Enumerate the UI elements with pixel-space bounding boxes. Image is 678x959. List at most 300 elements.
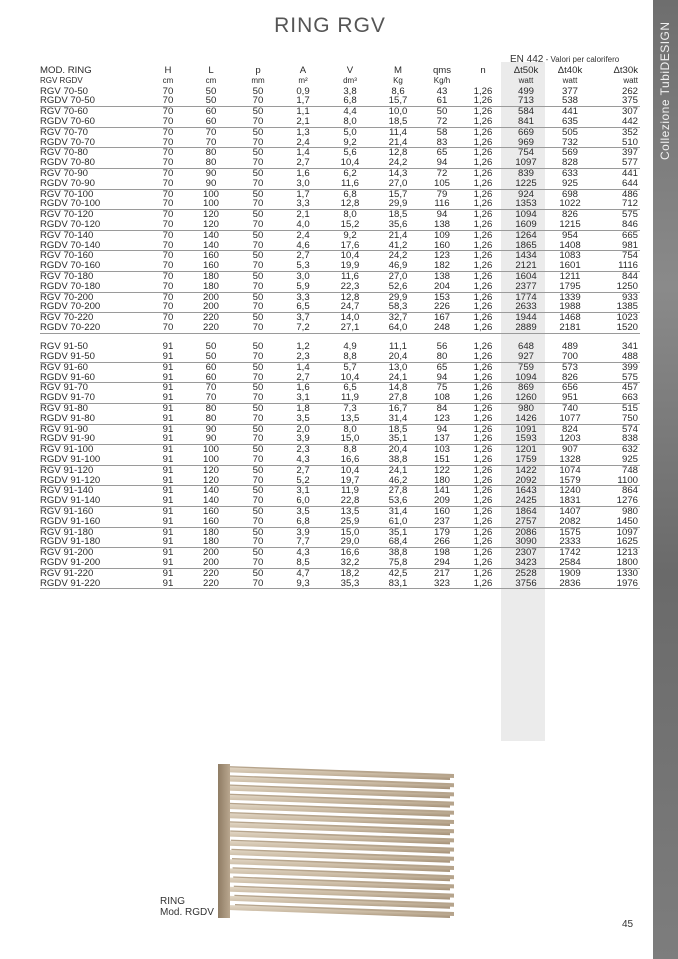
table-cell: 70 xyxy=(186,393,236,403)
table-cell: 70 xyxy=(150,117,186,127)
table-cell: 70 xyxy=(150,158,186,168)
table-cell: 70 xyxy=(150,241,186,251)
table-row xyxy=(40,352,640,362)
table-cell: 933 xyxy=(621,291,638,303)
table-cell: 6,5 xyxy=(343,382,357,394)
table-cell: 60 xyxy=(205,106,217,118)
column-header: watt xyxy=(623,75,638,85)
table-cell: 1240 xyxy=(559,485,581,497)
table-cell: 1225 xyxy=(504,179,548,189)
table-cell: 18,2 xyxy=(340,567,360,579)
table-cell: 515 xyxy=(621,403,638,414)
table-cell: 90 xyxy=(186,179,236,189)
table-cell: 925 xyxy=(592,455,640,465)
en442-note xyxy=(510,54,619,65)
model-cell: RGV 70-80 xyxy=(40,147,88,159)
table-cell: 100 xyxy=(202,188,219,200)
table-cell: 91 xyxy=(162,423,174,435)
table-cell: 35,3 xyxy=(326,579,374,589)
column-header: watt xyxy=(562,75,578,85)
table-cell: 70 xyxy=(236,302,280,312)
table-cell: 50 xyxy=(252,382,264,394)
table-cell: 91 xyxy=(150,414,186,424)
table-cell: 22,8 xyxy=(326,496,374,506)
column-header: L xyxy=(208,65,214,76)
table-cell: 105 xyxy=(422,179,462,189)
table-cell: 70 xyxy=(150,323,186,333)
table-cell: 1385 xyxy=(592,302,640,312)
table-cell: 1,26 xyxy=(473,250,493,262)
table-cell: 14,3 xyxy=(388,167,408,179)
table-row xyxy=(40,87,640,97)
table-cell: 50 xyxy=(252,547,264,559)
model-cell: RGDV 70-180 xyxy=(40,282,150,292)
table-cell: 70 xyxy=(162,250,174,262)
table-cell: 91 xyxy=(162,464,174,476)
table-cell: 65 xyxy=(436,147,448,159)
table-cell: 1213 xyxy=(616,547,638,559)
table-cell: 50 xyxy=(252,167,264,179)
table-cell: 981 xyxy=(592,241,640,251)
table-cell: 15,0 xyxy=(326,434,374,444)
table-cell: 839 xyxy=(517,167,534,179)
table-cell: 91 xyxy=(162,361,174,373)
model-cell: RGV 70-100 xyxy=(40,188,94,200)
model-cell: RGV 91-80 xyxy=(40,403,88,414)
table-cell: 24,2 xyxy=(388,250,408,262)
table-cell: 2757 xyxy=(504,517,548,527)
table-cell: 1074 xyxy=(559,464,581,476)
table-cell: 748 xyxy=(621,464,638,476)
column-header: dm³ xyxy=(343,75,357,85)
table-cell: 5,9 xyxy=(280,282,326,292)
table-cell: 8,0 xyxy=(343,423,357,435)
table-row xyxy=(40,261,640,271)
table-cell: 1353 xyxy=(504,199,548,209)
table-cell: 35,1 xyxy=(388,526,408,538)
table-cell: 2,7 xyxy=(280,373,326,383)
model-cell: RGDV 70-160 xyxy=(40,261,150,271)
table-cell: 46,9 xyxy=(374,261,422,271)
table-cell: 3,1 xyxy=(296,485,310,497)
table-cell: 50 xyxy=(252,312,264,324)
table-row xyxy=(40,342,640,352)
table-cell: 70 xyxy=(162,209,174,221)
table-cell: 123 xyxy=(433,250,450,262)
table-cell: 70 xyxy=(236,496,280,506)
table-cell: 4,6 xyxy=(280,241,326,251)
table-cell: 75,8 xyxy=(374,558,422,568)
table-row xyxy=(40,127,640,137)
table-cell: 1604 xyxy=(515,270,537,282)
table-cell: 2082 xyxy=(548,517,592,527)
table-cell: 200 xyxy=(202,291,219,303)
model-cell: RGV 91-220 xyxy=(40,567,94,579)
table-cell: 15,0 xyxy=(340,526,360,538)
column-header: m² xyxy=(298,75,308,85)
table-cell: 924 xyxy=(517,188,534,200)
table-cell: 1250 xyxy=(592,282,640,292)
table-cell: 656 xyxy=(561,382,578,394)
table-cell: 538 xyxy=(548,96,592,106)
table-row xyxy=(40,323,640,333)
table-cell: 70 xyxy=(205,382,217,394)
table-cell: 441 xyxy=(561,106,578,118)
table-cell: 574 xyxy=(621,423,638,435)
table-cell: 341 xyxy=(621,341,638,353)
table-cell: 635 xyxy=(548,117,592,127)
table-cell: 70 xyxy=(150,179,186,189)
model-cell: RGV 91-100 xyxy=(40,444,94,456)
table-cell: 153 xyxy=(433,291,450,303)
table-row xyxy=(40,393,640,403)
table-cell: 24,7 xyxy=(326,302,374,312)
table-cell: 1,3 xyxy=(296,126,310,138)
table-cell: 633 xyxy=(561,167,578,179)
table-cell: 32,7 xyxy=(388,312,408,324)
table-cell: 10,4 xyxy=(340,464,360,476)
table-cell: 1276 xyxy=(592,496,640,506)
table-row xyxy=(40,168,640,178)
model-cell: RGDV 70-100 xyxy=(40,199,150,209)
table-cell: 700 xyxy=(548,352,592,362)
table-row xyxy=(40,199,640,209)
table-cell: 70 xyxy=(162,291,174,303)
table-cell: 18,5 xyxy=(374,117,422,127)
table-cell: 70 xyxy=(236,579,280,589)
table-cell: 1094 xyxy=(504,373,548,383)
table-cell: 869 xyxy=(517,382,534,394)
table-cell: 70 xyxy=(236,96,280,106)
table-cell: 1201 xyxy=(515,444,537,456)
table-cell: 120 xyxy=(186,476,236,486)
table-cell: 3756 xyxy=(504,579,548,589)
table-cell: 27,0 xyxy=(388,270,408,282)
table-cell: 141 xyxy=(433,485,450,497)
table-cell: 11,1 xyxy=(389,341,407,353)
table-cell: 505 xyxy=(561,126,578,138)
table-row xyxy=(40,158,640,168)
table-cell: 1426 xyxy=(504,414,548,424)
table-row xyxy=(40,251,640,261)
table-cell: 91 xyxy=(150,434,186,444)
table-row xyxy=(40,517,640,527)
table-cell: 15,7 xyxy=(374,96,422,106)
table-cell: 980 xyxy=(621,505,638,517)
table-cell: 2,4 xyxy=(296,229,310,241)
table-cell: 1795 xyxy=(548,282,592,292)
table-row xyxy=(40,313,640,323)
table-cell: 140 xyxy=(186,496,236,506)
table-cell: 1023 xyxy=(616,312,638,324)
table-cell: 41,2 xyxy=(374,241,422,251)
table-cell: 2333 xyxy=(548,537,592,547)
table-cell: 50 xyxy=(252,106,264,118)
table-cell: 14,0 xyxy=(340,312,360,324)
column-header: RGV RGDV xyxy=(40,75,83,85)
table-cell: 209 xyxy=(422,496,462,506)
table-cell: 38,8 xyxy=(388,547,408,559)
table-cell: 70 xyxy=(236,455,280,465)
table-cell: 70 xyxy=(162,312,174,324)
table-cell: 50 xyxy=(205,85,217,97)
table-cell: 352 xyxy=(621,126,638,138)
table-cell: 1339 xyxy=(559,291,581,303)
table-cell: 1,26 xyxy=(473,209,493,221)
table-cell: 2,7 xyxy=(280,158,326,168)
model-cell: RGV 91-140 xyxy=(40,485,94,497)
table-cell: 27,8 xyxy=(388,485,408,497)
table-cell: 70 xyxy=(150,282,186,292)
table-cell: 91 xyxy=(150,496,186,506)
table-cell: 2633 xyxy=(504,302,548,312)
table-cell: 50 xyxy=(186,352,236,362)
table-cell: 846 xyxy=(592,220,640,230)
table-row xyxy=(40,537,640,547)
table-cell: 8,0 xyxy=(343,209,357,221)
table-cell: 632 xyxy=(621,444,638,456)
table-cell: 70 xyxy=(236,352,280,362)
table-cell: 29,9 xyxy=(388,291,408,303)
table-cell: 2,3 xyxy=(280,352,326,362)
photo-caption xyxy=(160,896,214,918)
table-cell: 80 xyxy=(186,158,236,168)
table-row xyxy=(40,241,640,251)
table-cell: 8,6 xyxy=(391,85,405,97)
table-cell: 35,6 xyxy=(374,220,422,230)
table-cell: 1,26 xyxy=(462,96,504,106)
table-cell: 83,1 xyxy=(374,579,422,589)
table-cell: 29,0 xyxy=(326,537,374,547)
table-cell: 1,26 xyxy=(473,382,493,394)
table-cell: 70 xyxy=(236,220,280,230)
table-cell: 11,9 xyxy=(341,485,359,497)
table-cell: 5,7 xyxy=(343,361,357,373)
table-row xyxy=(40,383,640,393)
table-cell: 120 xyxy=(186,220,236,230)
table-cell: 91 xyxy=(162,403,174,414)
table-cell: 6,5 xyxy=(280,302,326,312)
table-cell: 1,2 xyxy=(296,341,310,353)
model-cell: RGDV 91-140 xyxy=(40,496,150,506)
model-cell: RGDV 91-220 xyxy=(40,579,150,589)
table-cell: 50 xyxy=(252,505,264,517)
table-cell: 1,26 xyxy=(462,117,504,127)
model-cell: RGV 91-180 xyxy=(40,526,94,538)
table-cell: 13,5 xyxy=(326,414,374,424)
table-cell: 70 xyxy=(236,241,280,251)
table-cell: 669 xyxy=(517,126,534,138)
table-cell: 3,0 xyxy=(280,179,326,189)
table-row xyxy=(40,486,640,496)
table-cell: 3,0 xyxy=(296,270,310,282)
sidebar-label-text: Collezione TubiDESIGN xyxy=(658,21,672,160)
table-cell: 38,8 xyxy=(374,455,422,465)
table-cell: 1203 xyxy=(548,434,592,444)
table-cell: 91 xyxy=(162,526,174,538)
table-cell: 1,26 xyxy=(462,414,504,424)
table-cell: 4,7 xyxy=(296,567,310,579)
model-cell: RGDV 70-220 xyxy=(40,323,150,333)
table-cell: 1,26 xyxy=(473,567,493,579)
table-cell: 70 xyxy=(236,434,280,444)
table-cell: 137 xyxy=(422,434,462,444)
table-cell: 116 xyxy=(422,199,462,209)
table-cell: 1330 xyxy=(616,567,638,579)
table-cell: 3,1 xyxy=(280,393,326,403)
table-cell: 1,26 xyxy=(462,393,504,403)
table-cell: 1,26 xyxy=(462,517,504,527)
table-cell: 1,26 xyxy=(473,312,493,324)
table-cell: 1,4 xyxy=(296,361,310,373)
table-cell: 2,4 xyxy=(280,138,326,148)
table-cell: 2889 xyxy=(504,323,548,333)
table-cell: 79 xyxy=(436,188,448,200)
table-cell: 10,4 xyxy=(326,158,374,168)
table-cell: 72 xyxy=(422,117,462,127)
model-cell: RGV 91-200 xyxy=(40,547,94,559)
table-cell: 60 xyxy=(186,373,236,383)
table-cell: 1643 xyxy=(515,485,537,497)
table-cell: 3,3 xyxy=(280,199,326,209)
table-cell: 80 xyxy=(205,147,217,159)
table-cell: 64,0 xyxy=(374,323,422,333)
model-cell: RGV 91-120 xyxy=(40,464,94,476)
table-cell: 844 xyxy=(621,270,638,282)
table-cell: 91 xyxy=(162,485,174,497)
table-row xyxy=(40,404,640,414)
table-row xyxy=(40,362,640,372)
table-row xyxy=(40,230,640,240)
table-cell: 94 xyxy=(436,209,448,221)
model-cell: RGV 91-90 xyxy=(40,423,88,435)
table-cell: 50 xyxy=(252,291,264,303)
table-cell: 220 xyxy=(202,312,219,324)
page-number: 45 xyxy=(622,919,634,930)
table-cell: 2425 xyxy=(504,496,548,506)
table-cell: 1,26 xyxy=(462,220,504,230)
table-cell: 91 xyxy=(150,352,186,362)
table-cell: 43 xyxy=(436,85,448,97)
table-cell: 9,2 xyxy=(326,138,374,148)
table-cell: 1,8 xyxy=(296,403,310,414)
table-cell: 2,1 xyxy=(280,117,326,127)
table-cell: 323 xyxy=(422,579,462,589)
table-cell: 4,4 xyxy=(343,106,357,118)
table-cell: 399 xyxy=(621,361,638,373)
table-cell: 180 xyxy=(186,537,236,547)
table-cell: 1759 xyxy=(504,455,548,465)
model-cell: RGDV 91-200 xyxy=(40,558,150,568)
table-cell: 58 xyxy=(436,126,448,138)
table-cell: 65 xyxy=(436,361,448,373)
table-cell: 70 xyxy=(236,373,280,383)
table-cell: 1100 xyxy=(592,476,640,486)
table-cell: 90 xyxy=(205,423,217,435)
table-cell: 2528 xyxy=(515,567,537,579)
table-cell: 70 xyxy=(150,302,186,312)
table-cell: 5,2 xyxy=(280,476,326,486)
model-cell: RGDV 70-90 xyxy=(40,179,150,189)
table-cell: 2307 xyxy=(515,547,537,559)
table-cell: 5,0 xyxy=(343,126,357,138)
table-cell: 50 xyxy=(252,229,264,241)
table-cell: 1,26 xyxy=(462,282,504,292)
table-cell: 1,7 xyxy=(280,96,326,106)
table-cell: 1,26 xyxy=(462,558,504,568)
table-cell: 1,26 xyxy=(462,241,504,251)
table-cell: 50 xyxy=(205,341,217,353)
model-cell: RGDV 91-100 xyxy=(40,455,150,465)
table-cell: 217 xyxy=(433,567,450,579)
table-cell: 8,8 xyxy=(343,444,357,456)
table-cell: 61,0 xyxy=(374,517,422,527)
table-cell: 70 xyxy=(162,270,174,282)
model-cell: RGDV 70-140 xyxy=(40,241,150,251)
table-cell: 122 xyxy=(433,464,450,476)
table-cell: 70 xyxy=(236,117,280,127)
table-cell: 5,6 xyxy=(343,147,357,159)
table-cell: 91 xyxy=(150,579,186,589)
table-cell: 4,0 xyxy=(280,220,326,230)
table-cell: 824 xyxy=(561,423,578,435)
table-cell: 140 xyxy=(202,229,219,241)
model-cell: RGDV 70-200 xyxy=(40,302,150,312)
table-cell: 42,5 xyxy=(388,567,408,579)
table-cell: 12,8 xyxy=(340,291,360,303)
model-cell: RGDV 70-70 xyxy=(40,138,150,148)
table-cell: 70 xyxy=(236,199,280,209)
table-cell: 31,4 xyxy=(388,505,408,517)
table-cell: 377 xyxy=(561,85,578,97)
model-cell: RGDV 91-180 xyxy=(40,537,150,547)
table-cell: 50 xyxy=(252,147,264,159)
table-cell: 3090 xyxy=(504,537,548,547)
collection-sidebar xyxy=(653,0,678,959)
model-cell: RGV 70-90 xyxy=(40,167,88,179)
table-cell: 1742 xyxy=(559,547,581,559)
column-header: H xyxy=(164,65,172,76)
table-cell: 200 xyxy=(186,558,236,568)
table-cell: 925 xyxy=(548,179,592,189)
table-cell: 70 xyxy=(162,106,174,118)
table-cell: 180 xyxy=(202,270,219,282)
table-cell: 441 xyxy=(621,167,638,179)
table-cell: 1864 xyxy=(515,505,537,517)
table-cell: 1,6 xyxy=(296,382,310,394)
table-cell: 50 xyxy=(252,567,264,579)
table-row xyxy=(40,210,640,220)
table-cell: 713 xyxy=(504,96,548,106)
table-cell: 70 xyxy=(162,147,174,159)
table-cell: 1,4 xyxy=(296,147,310,159)
sidebar-label xyxy=(655,21,675,160)
table-cell: 2,0 xyxy=(296,423,310,435)
table-row xyxy=(40,292,640,302)
table-cell: 50 xyxy=(252,250,264,262)
table-cell: 56 xyxy=(436,341,448,353)
table-cell: 1215 xyxy=(548,220,592,230)
table-cell: 569 xyxy=(561,147,578,159)
table-row xyxy=(40,96,640,106)
en442-note-text: - Valori per calorifero xyxy=(543,55,620,64)
table-cell: 1,26 xyxy=(473,188,493,200)
table-cell: 70 xyxy=(236,282,280,292)
table-cell: 180 xyxy=(202,526,219,538)
table-cell: 15,7 xyxy=(388,188,408,200)
table-cell: 754 xyxy=(621,250,638,262)
table-cell: 1865 xyxy=(504,241,548,251)
